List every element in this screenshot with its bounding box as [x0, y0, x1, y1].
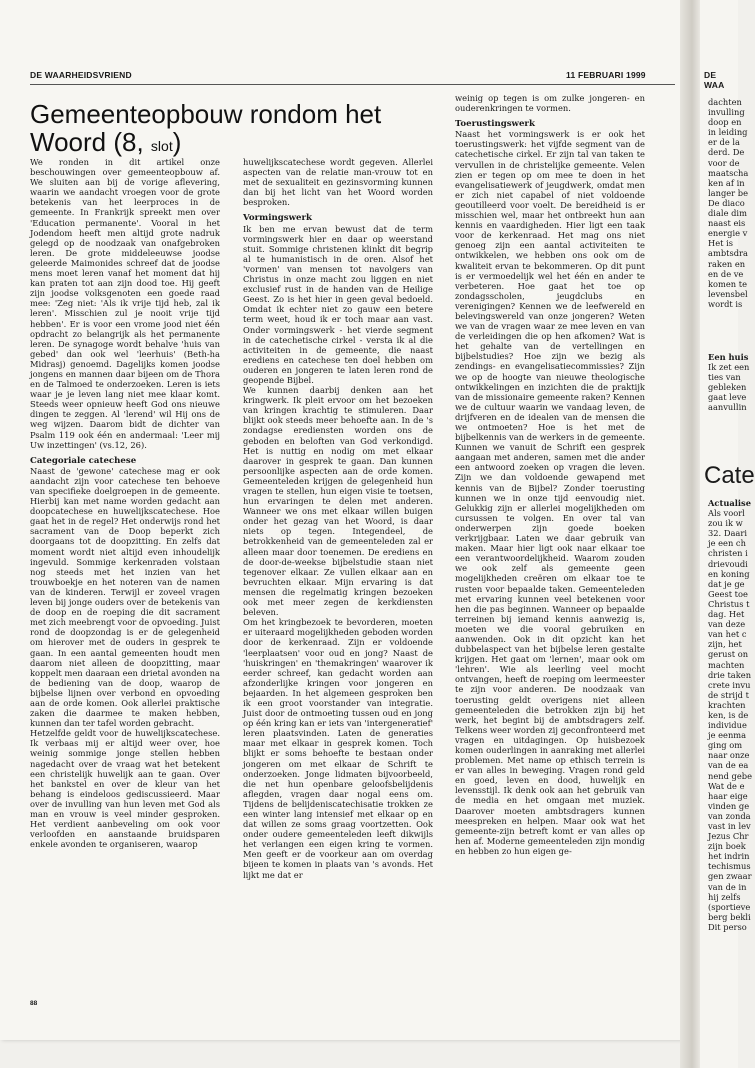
next-page-line: in leiding [708, 127, 748, 138]
issue-date: 11 FEBRUARI 1999 [566, 70, 646, 80]
next-page-line: dag. Het [708, 609, 745, 620]
next-page-line: wordt is [708, 298, 743, 309]
next-page-line: individue [708, 720, 747, 731]
next-page-line: berg bekli [708, 911, 751, 922]
article-title [30, 100, 450, 160]
next-page-line: ties van [708, 372, 741, 383]
paragraph: Naast het vormingswerk is er ook het toerustingswerk: het vijfde segment van de catechetische cirkel. Er zijn tal van taken te vervullen in de christelijke gemeente. Velen zien er tegen op om mee te doen in het evangelisatiewerk of jeugdwerk, omdat men er zich niet capabel of niet voldoende geoutilleerd voor voelt. De bereidheid is er misschien wel, maar het ontbreekt hun aan kennis en vaardigheden. Hier ligt een taak voor de kerkenraad. Het mag ons niet genoeg zijn een aantal activiteiten te ontwikkelen, we hebben ons ook om de kwaliteit ervan te bekommeren. Op dit punt is er vermoedelijk wel het één en ander te verbeteren. Hoe gaat het toe op zondagsscholen, jeugdclubs en verenigingen? Kennen we de leefwereld en belevingswereld van onze jongeren? Weten we van de vragen waar ze mee leven en van de verleidingen die op hen afkomen? Wat is het gehalte van de vertellingen en bijbelstudies? Hoe zijn we bezig als zendings- en evangelisatiecommissies? Zijn we op de hoogte van nieuwe theologische ontwikkelingen en inzichten die de praktijk van de missionaire gemeente raken? Kennen we de cultuur waarin we vandaag leven, de drijfveren en de idealen van de mensen die we ontmoeten? Hoe is het met de bijbelkennis van de werkers in de gemeente. Kunnen we vanuit de Schrift een gesprek aangaan met anderen, samen met die ander een antwoord zoeken op vragen die leven. Zijn we dan voldoende gewapend met kennis van de Bijbel? Zonder toerusting kunnen we in onze tijd eenvoudig niet. Gelukkig zijn er allerlei mogelijkheden om cursussen te volgen. En over tal van onderwerpen zijn goede boeken verkrijgbaar. Laten we daar gebruik van maken. Maar hier ligt ook naar elkaar toe een verantwoordelijkheid. Waarom zouden we ook zelf als gemeente geen mogelijkheden creëren om elkaar toe te rusten voor bepaalde taken. Gemeenteleden met ervaring kunnen veel betekenen voor hen die pas beginnen. Wanneer op bepaalde terreinen bij iemand kennis aanwezig is, moeten we die vooral gebruiken en aanwenden. Ook in dit opzicht kan het dubbelaspect van het bijbelse leren gestalte krijgen. Het gaat om 'lernen', maar ook om 'lehren'. Wie als leerling veel mocht ontvangen, heeft de roeping om leermeester te zijn voor anderen. De noodzaak van toerusting geldt overigens niet alleen gemeenteleden die betrokken zijn bij het werk, het begint bij de ambtsdragers zelf. Telkens weer worden zij geconfronteerd met vragen en uitdagingen. Op huisbezoek komen ouderlingen in aanraking met allerlei problemen. Met name op ethisch terrein is er van alles in beweging. Vragen rond geld en goed, leven en dood, huwelijk en levensstijl. Ik denk ook aan het gebruik van de media en het omgaan met muziek. Daarover moeten ambtsdragers kunnen meespreken en helpen. Maar ook wat het gemeente-zijn betreft komt er van alles op hen af. Moderne gemeenteleden zijn mondig en hebben zo hun eigen ge- [455, 129, 645, 856]
next-page-line: vast in lev [708, 821, 751, 831]
page-gutter [680, 0, 700, 1068]
next-page-text-top [700, 97, 748, 309]
next-page-line: machten [708, 659, 745, 670]
next-page-line: zijn boek [708, 841, 746, 852]
next-page-line: techismus [708, 861, 751, 872]
next-page-line: zou ik w [708, 518, 743, 529]
next-page-line: van zonda [708, 810, 751, 821]
title-main: Gemeenteopbouw rondom het Woord [30, 99, 382, 157]
next-page-line: crete invu [708, 679, 751, 690]
next-page-line: ken, is de [708, 709, 749, 720]
next-page-line: raken en [708, 258, 746, 269]
next-page-line: energie v [708, 228, 748, 239]
next-page-line: (sportieve [708, 901, 751, 912]
next-page-line: voor de [708, 157, 740, 168]
text-column-3 [455, 93, 645, 997]
paragraph: We kunnen daarbij denken aan het kringwerk. Ik pleit ervoor om het bezoeken van kringen krachtig te stimuleren. Daar blijkt ook steeds meer behoefte aan. In de 's zondagse erediensten worden ons de geboden en beloften van God verkondigd. Het is nuttig en nodig om met elkaar daarover in gesprek te gaan. Dan kunnen persoonlijke aspecten aan de orde komen. Gemeenteleden krijgen de gelegenheid hun vragen te stellen, hun eigen visie te toetsen, hun ervaringen te delen met anderen. Wanneer we ons met elkaar willen buigen onder het gezag van het Woord, is daar niets op tegen. Integendeel, de betrokkenheid van de gemeenteleden zal er alleen maar door toenemen. De erediens en de door-de-weekse bijbelstudie staan niet tegenover elkaar. Ze vullen elkaar aan en bevruchten elkaar. Mijn ervaring is dat mensen die regelmatig kringen bezoeken ook met meer zegen de kerkdiensten beleven. [243, 385, 433, 618]
text-column-2 [243, 157, 433, 997]
next-page-subheading: Een huis [708, 352, 749, 362]
next-page-line: Dit perso [708, 921, 747, 932]
paragraph: Hetzelfde geldt voor de huwelijkscatechese. Ik verbaas mij er altijd weer over, hoe weinig sommige jonge stellen hebben nagedacht over de vraag wat het betekent een christelijk huwelijk aan te gaan. Over het bankstel en over de kleur van het behang is eindeloos gediscussieerd. Maar over de invulling van hun leven met God als man en vrouw is veel minder gesproken. Het verdient aanbeveling om ook voor verloofden en aanstaande bruidsparen enkele avonden te organiseren, waarop [30, 728, 220, 850]
next-page-line: hij zelfs [708, 891, 741, 902]
next-page-line: naar onze [708, 750, 750, 761]
next-page-heading: Cate [704, 462, 755, 489]
next-page-line: Wat de e [708, 780, 745, 791]
next-page-line: levensbel [708, 288, 748, 299]
next-page-line: Geest toe [708, 588, 748, 599]
next-page-line: van de in [708, 881, 747, 892]
next-page-line: Het is [708, 238, 734, 249]
next-page-line: vinden ge [708, 800, 750, 811]
header-rule [30, 84, 675, 85]
next-page-line: Als voorl [708, 508, 745, 519]
title-slot: slot [150, 138, 173, 154]
next-page-line: christen i [708, 548, 748, 559]
paragraph: Naast de 'gewone' catechese mag er ook aandacht zijn voor catechese ten behoeve van specifieke doelgroepen in de gemeente. Hierbij kan met name worden gedacht aan doopcatechese en huwelijkscatechese. Hoe gaat het in de regel? Het onderwijs rond het sacrament van de Doop beperkt zich doorgaans tot de doopzitting. En zelfs dat moment wordt niet altijd even inhoudelijk ingevuld. Sommige kerkenraden volstaan nog steeds met het inzien van het trouwboekje en het noteren van de namen van de kinderen. Terwijl er zoveel vragen leven bij jonge ouders over de betekenis van de doop en de roeping die dit sacrament met zich meebrengt voor de opvoeding. Juist rond de doopzondag is er de gelegenheid om hierover met de ouders in gesprek te gaan. In een aantal gemeenten houdt men daarom niet alleen de doopzitting, maar koppelt men daaraan een drietal avonden na de bediening van de doop, waarop de bijbelse lijnen over verbond en opvoeding aan de orde komen. Ook allerlei praktische zaken die daarmee te maken hebben, kunnen dan ter tafel worden gebracht. [30, 465, 220, 729]
next-page-line: gaat leve [708, 392, 747, 403]
next-page-text-mid [700, 352, 749, 413]
next-page-line: komen te [708, 278, 748, 289]
next-page-line: en koning [708, 568, 750, 579]
next-page-line: diale dim [708, 208, 747, 219]
next-page-line: van deze [708, 619, 746, 630]
text-column-1 [30, 157, 220, 997]
page-number: 88 [30, 1000, 38, 1007]
next-page-line: langer be [708, 187, 748, 198]
next-page-line: gerust on [708, 649, 749, 660]
next-page-line: Ik zet een [708, 362, 750, 373]
next-page-line: zijn, het [708, 639, 742, 650]
next-page-line: ambtsdra [708, 248, 748, 259]
next-page-line: gen zwaar [708, 871, 752, 882]
next-page-line: er de la [708, 137, 740, 148]
next-page-line: dat je ge [708, 578, 745, 589]
next-page-line: haar eige [708, 790, 748, 801]
magazine-name: DE WAARHEIDSVRIEND [30, 70, 132, 80]
title-part: (8, [113, 127, 144, 157]
paragraph: weinig op tegen is om zulke jongeren- en ouderenkringen te vormen. [455, 93, 645, 114]
next-page-line: de strijd t [708, 689, 749, 700]
next-page-line: doop en [708, 117, 742, 128]
next-page-line: aanvullin [708, 402, 747, 413]
next-page-line: Christus t [708, 598, 750, 609]
next-page-subheading: Actualise [708, 498, 751, 508]
next-page-line: drievoudi [708, 558, 748, 569]
next-page-line: derd. De [708, 147, 745, 158]
next-page-line: De diaco [708, 197, 745, 208]
next-page-magazine: DE WAA [704, 70, 725, 90]
next-page-line: je een ch [708, 538, 746, 549]
next-page-line: krachten [708, 699, 746, 710]
next-page-line: gebleken [708, 382, 747, 393]
next-page-line: invulling [708, 107, 745, 118]
next-page-line: ging om [708, 740, 743, 751]
next-page-line: 32. Daari [708, 528, 747, 539]
next-page-line: het indrin [708, 851, 750, 862]
paragraph: huwelijkscatechese wordt gegeven. Allerlei aspecten van de relatie man-vrouw tot en met de sexualiteit en gezinsvorming kunnen dan bij het licht van het Woord worden besproken. [243, 157, 433, 208]
section-heading: Vormingswerk [243, 213, 312, 224]
next-page-line: van het c [708, 629, 747, 640]
next-page-line: dachten [708, 97, 742, 107]
next-page-text-bottom [700, 498, 752, 932]
next-page-line: ken af in [708, 177, 745, 188]
next-page-line: Jezus Chr [708, 831, 749, 842]
next-page-line: van de ea [708, 760, 749, 771]
section-heading: Categoriale catechese [30, 455, 137, 466]
paragraph: Om het kringbezoek te bevorderen, moeten er uiteraard mogelijkheden geboden worden door de kerkenraad. Zijn er voldoende 'leerplaatsen' voor oud en jong? Naast de 'huiskringen' en 'themakringen' waarover ik eerder schreef, kan gedacht worden aan afzonderlijke kringen voor jongeren en bejaarden. In het algemeen gesproken ben ik een groot voorstander van integratie. Juist door de ontmoeting tussen oud en jong op één kring kan er iets van 'intergeneratief' leren plaatsvinden. Laten de generaties maar met elkaar in gesprek komen. Toch blijkt er soms behoefte te bestaan onder jongeren om met elkaar de Schrift te onderzoeken. Jonge lidmaten bijvoorbeeld, die net hun openbare geloofsbelijdenis aflegden, vragen daar nogal eens om. Tijdens de belijdeniscatechisatie trokken ze een winter lang intensief met elkaar op en dat willen ze soms graag voortzetten. Ook onder oudere gemeenteleden leeft dikwijls het verlangen een eigen kring te vormen. Men geeft er de voorkeur aan om overdag bijeen te komen in plaats van 's avonds. Het lijkt me dat er [243, 617, 433, 880]
next-page-edge [700, 0, 755, 1068]
next-page-line: je eenma [708, 730, 747, 741]
next-page-line: naast eis [708, 218, 746, 229]
paragraph: Ik ben me ervan bewust dat de term vormingswerk hier en daar op weerstand stuit. Sommige christenen klinkt dit begrip al te humanistisch in de oren. Alsof het 'vormen' van mensen tot navolgers van Christus in onze macht zou liggen en niet exclusief rust in de handen van de Heilige Geest. Zo is het hier in geen geval bedoeld. Omdat ik echter niet zo gauw een betere term weet, houd ik er toch maar aan vast. Onder vormingswerk - het vierde segment in de catechetische cirkel - versta ik al die activiteiten in de gemeente, die naast erediens en catechese ten doel hebben om ouderen en jongeren te laten leren rond de geopende Bijbel. [243, 223, 433, 385]
section-heading: Toerustingswerk [455, 119, 535, 130]
next-page-line: drie taken [708, 669, 752, 680]
next-page-line: nend gebe [708, 770, 752, 781]
title-close: ) [172, 127, 182, 157]
next-page-line: en de ve [708, 268, 744, 279]
paragraph: We ronden in dit artikel onze beschouwingen over gemeenteopbouw af. We sluiten aan bij de vorige aflevering, waarin we aandacht vroegen voor de grote betekenis van het leerproces in de gemeente. In Frankrijk spreekt men over 'Education permanente'. Vooral in het Jodendom heeft men altijd grote nadruk gelegd op de noodzaak van onafgebroken leren. De grote middeleeuwse joodse geleerde Maimonides schreef dat de joodse mens moet leren vanaf het moment dat hij kan praten tot aan zijn dood toe. Hij geeft zijn joodse volksgenoten een goede raad mee: 'Zeg niet: 'Als ik vrije tijd heb, zal ik leren'. Misschien zul je nooit vrije tijd hebben'. Er is voor een vrome jood niet één opdracht zo belangrijk als het permanente leren. De synagoge wordt behalve 'huis van gebed' dan ook wel 'leerhuis' (Beth-ha Midrasj) genoemd. Dagelijks komen joodse jongens en mannen daar bijeen om de Thora en de Talmoed te onderzoeken. Leren is iets waar je je leven lang niet mee klaar komt. Steeds weer opnieuw heeft God ons nieuwe dingen te zeggen. Al 'lerend' wil Hij ons de weg wijzen. Daarom bidt de dichter van Psalm 119 ook één en andermaal: 'Leer mij Uw inzettingen' (vs.12, 26). [30, 157, 220, 450]
next-page-line: maatscha [708, 167, 749, 178]
